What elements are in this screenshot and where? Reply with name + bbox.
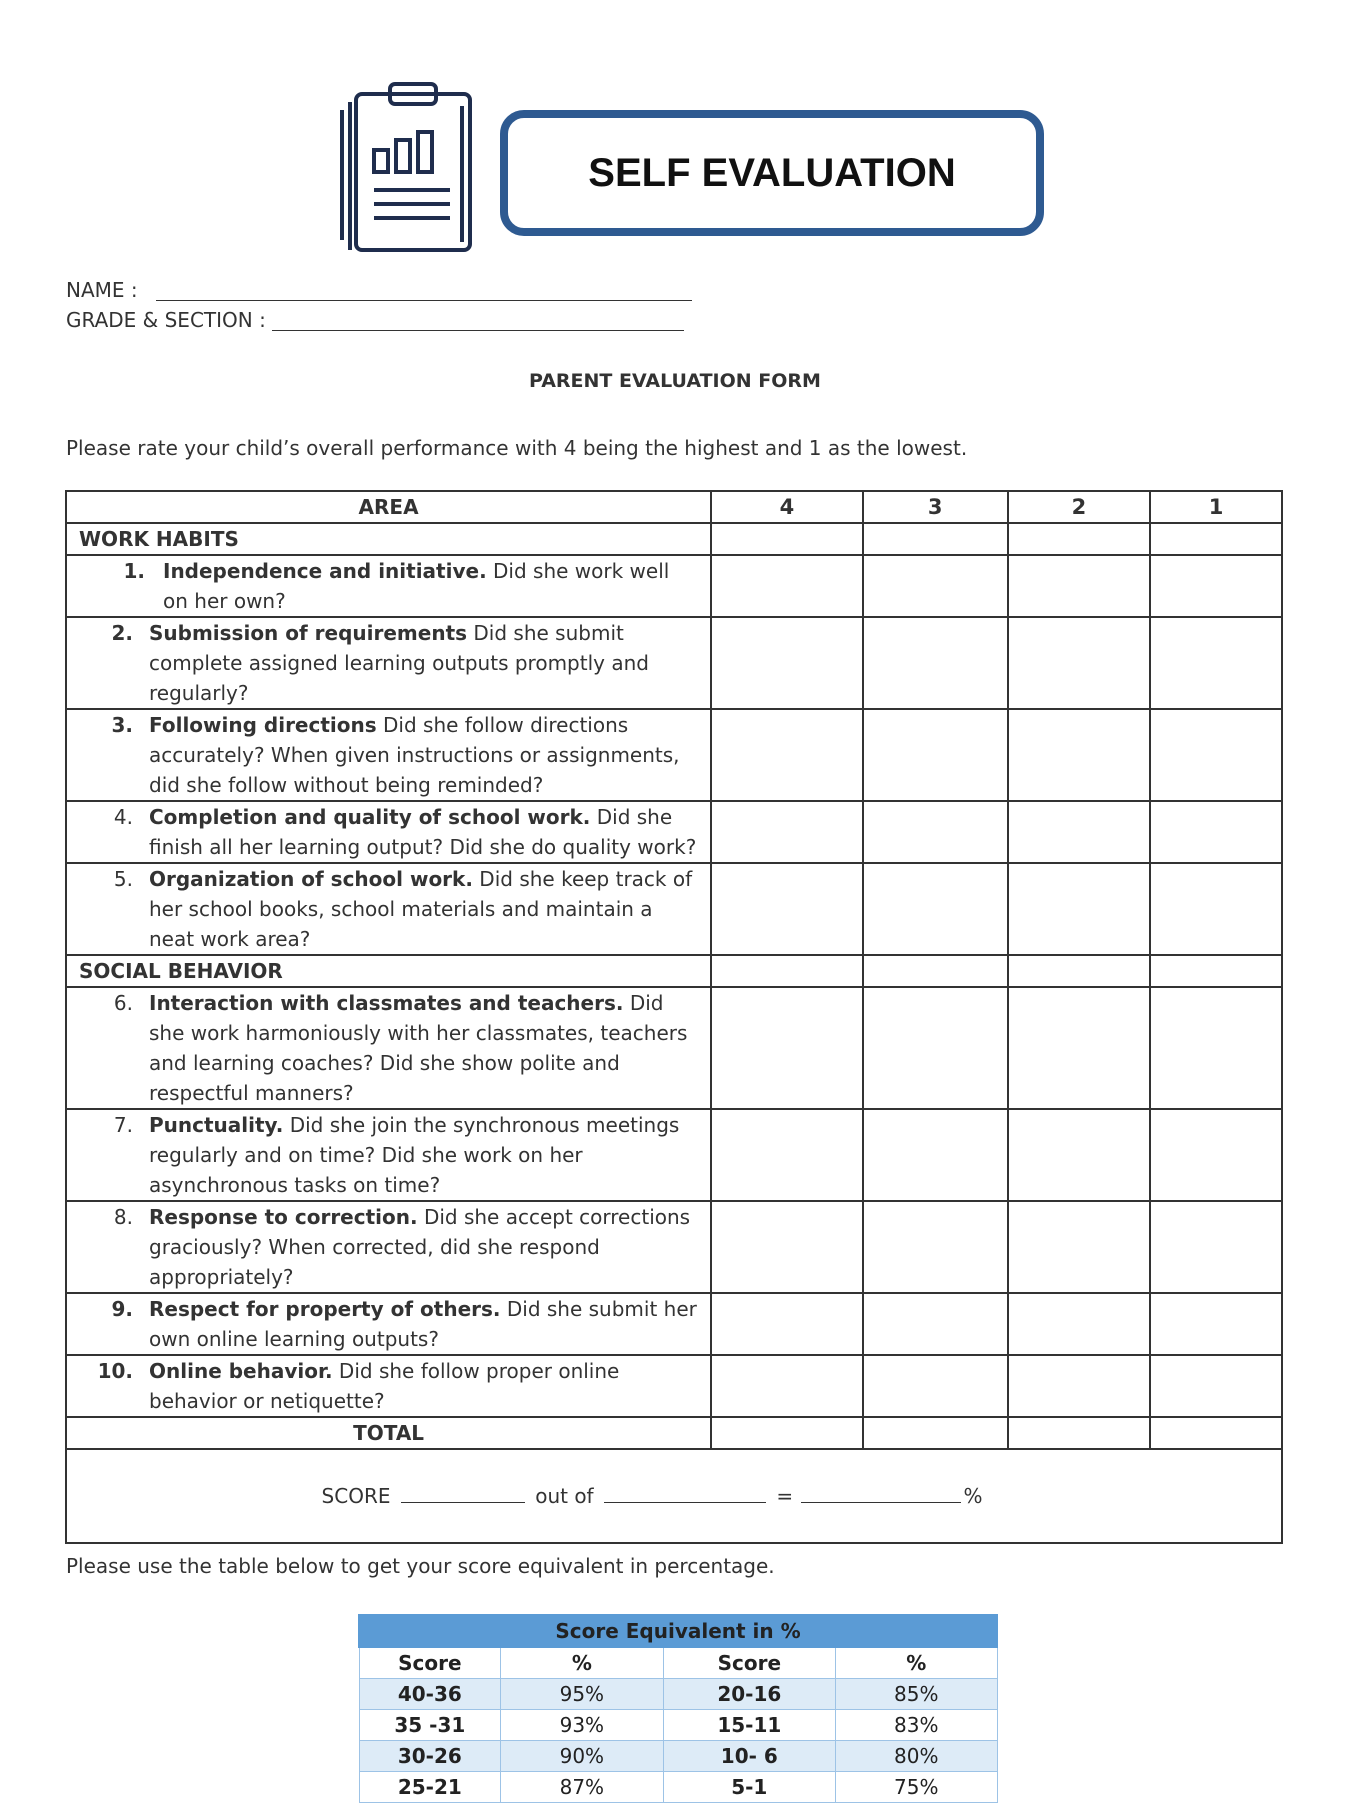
rating-cell[interactable]: [711, 801, 863, 863]
eq-percent: 87%: [501, 1772, 663, 1803]
item-number: 4.: [113, 805, 133, 829]
name-field[interactable]: [156, 278, 692, 301]
total-row: [66, 1417, 1282, 1449]
rating-cell[interactable]: [711, 1109, 863, 1201]
rating-cell[interactable]: [863, 955, 1008, 987]
table-row: [359, 1710, 997, 1741]
rating-cell[interactable]: [711, 1201, 863, 1293]
rating-cell[interactable]: [1150, 1201, 1282, 1293]
table-note: Please use the table below to get your score equivalent in percentage.: [66, 1554, 775, 1578]
eq-score: 30-26: [359, 1741, 501, 1772]
total-cell[interactable]: [1008, 1417, 1151, 1449]
score-blank[interactable]: [401, 1484, 525, 1503]
rating-cell[interactable]: [863, 1109, 1008, 1201]
eq-percent: 80%: [836, 1741, 997, 1772]
eq-score: 10- 6: [663, 1741, 835, 1772]
item-question: Did she work well on her own?: [163, 559, 670, 613]
eq-score: 25-21: [359, 1772, 501, 1803]
equals-sign: =: [776, 1484, 794, 1508]
rating-cell[interactable]: [863, 555, 1008, 617]
rating-cell[interactable]: [1008, 709, 1151, 801]
rating-cell[interactable]: [863, 1355, 1008, 1417]
table-row: [66, 1355, 1282, 1417]
section-title: SOCIAL BEHAVIOR: [66, 955, 711, 987]
rating-cell[interactable]: [863, 709, 1008, 801]
item-title: Organization of school work.: [149, 867, 473, 891]
score-row: [66, 1449, 1282, 1543]
percent-sign: %: [963, 1484, 983, 1508]
rating-cell[interactable]: [1150, 1355, 1282, 1417]
total-cell[interactable]: [1150, 1417, 1282, 1449]
rating-cell[interactable]: [863, 987, 1008, 1109]
total-label: TOTAL: [66, 1417, 711, 1449]
rating-cell[interactable]: [1008, 863, 1151, 955]
item-question: Did she work harmoniously with her classmates, teachers and learning coaches? Did she show polite and respectful manners?: [149, 991, 688, 1105]
table-row: [66, 863, 1282, 955]
rating-cell[interactable]: [1008, 1109, 1151, 1201]
equivalent-title: Score Equivalent in %: [359, 1615, 997, 1647]
item-number: 10.: [97, 1359, 133, 1383]
rating-cell[interactable]: [711, 1355, 863, 1417]
item-question: Did she follow proper online behavior or netiquette?: [149, 1359, 620, 1413]
table-row: [66, 987, 1282, 1109]
eq-percent: 83%: [836, 1710, 997, 1741]
rating-cell[interactable]: [1150, 709, 1282, 801]
table-row: [359, 1772, 997, 1803]
page-title: SELF EVALUATION: [500, 110, 1044, 236]
form-title: PARENT EVALUATION FORM: [529, 370, 821, 392]
rating-cell[interactable]: [711, 1293, 863, 1355]
eq-score: 5-1: [663, 1772, 835, 1803]
rating-cell[interactable]: [1008, 1201, 1151, 1293]
eq-percent: 95%: [501, 1679, 663, 1710]
score-equivalent-table: [358, 1614, 998, 1803]
name-label: NAME :: [66, 278, 138, 302]
total-cell[interactable]: [711, 1417, 863, 1449]
rating-cell[interactable]: [711, 955, 863, 987]
eq-percent: 93%: [501, 1710, 663, 1741]
rating-cell[interactable]: [1008, 555, 1151, 617]
column-header-area: AREA: [66, 491, 711, 523]
item-title: Online behavior.: [149, 1359, 333, 1383]
eq-score: 15-11: [663, 1710, 835, 1741]
eq-header-score: Score: [359, 1647, 501, 1679]
rating-cell[interactable]: [1150, 1109, 1282, 1201]
rating-cell[interactable]: [711, 555, 863, 617]
total-cell[interactable]: [863, 1417, 1008, 1449]
rating-cell[interactable]: [1150, 801, 1282, 863]
table-row: [66, 555, 1282, 617]
rating-cell[interactable]: [711, 987, 863, 1109]
item-title: Interaction with classmates and teachers.: [149, 991, 624, 1015]
instruction-text: Please rate your child’s overall performance with 4 being the highest and 1 as the lowest.: [66, 436, 968, 460]
rating-cell[interactable]: [863, 1201, 1008, 1293]
item-number: 5.: [113, 867, 133, 891]
eq-header-percent: %: [836, 1647, 997, 1679]
item-title: Punctuality.: [149, 1113, 284, 1137]
eq-percent: 85%: [836, 1679, 997, 1710]
column-header-4: 4: [711, 491, 863, 523]
item-title: Respect for property of others.: [149, 1297, 501, 1321]
item-number: 3.: [111, 713, 133, 737]
rating-cell[interactable]: [1150, 523, 1282, 555]
score-label: SCORE: [321, 1484, 391, 1508]
rating-cell[interactable]: [1008, 1293, 1151, 1355]
rating-cell[interactable]: [711, 617, 863, 709]
item-title: Response to correction.: [149, 1205, 418, 1229]
column-header-2: 2: [1008, 491, 1151, 523]
item-question: Did she submit her own online learning outputs?: [149, 1297, 697, 1351]
item-title: Completion and quality of school work.: [149, 805, 591, 829]
eq-percent: 75%: [836, 1772, 997, 1803]
score-line: [66, 1449, 1282, 1543]
rating-cell[interactable]: [1008, 523, 1151, 555]
table-header-row: [66, 491, 1282, 523]
item-question: Did she join the synchronous meetings regularly and on time? Did she work on her asynchronous tasks on time?: [149, 1113, 680, 1197]
rating-cell[interactable]: [1150, 987, 1282, 1109]
rating-cell[interactable]: [863, 617, 1008, 709]
eq-score: 20-16: [663, 1679, 835, 1710]
out-of-blank[interactable]: [604, 1484, 766, 1503]
rating-cell[interactable]: [1150, 617, 1282, 709]
table-row: [66, 1201, 1282, 1293]
item-question: Did she follow directions accurately? When given instructions or assignments, did she follow without being reminded?: [149, 713, 680, 797]
item-question: Did she finish all her learning output? Did she do quality work?: [149, 805, 697, 859]
section-row: [66, 955, 1282, 987]
item-number: 2.: [111, 621, 133, 645]
equivalent-title-row: [359, 1615, 997, 1647]
item-question: Did she submit complete assigned learning outputs promptly and regularly?: [149, 621, 649, 705]
table-row: [66, 801, 1282, 863]
rating-cell[interactable]: [1008, 617, 1151, 709]
rating-cell[interactable]: [863, 523, 1008, 555]
rating-cell[interactable]: [711, 709, 863, 801]
rating-cell[interactable]: [863, 863, 1008, 955]
section-title: WORK HABITS: [66, 523, 711, 555]
item-number: 8.: [113, 1205, 133, 1229]
rating-cell[interactable]: [1150, 955, 1282, 987]
item-title: Following directions: [149, 713, 377, 737]
item-number: 1.: [123, 559, 145, 583]
column-header-3: 3: [863, 491, 1008, 523]
table-row: [359, 1741, 997, 1772]
grade-section-label: GRADE & SECTION :: [66, 308, 266, 332]
equivalent-header-row: [359, 1647, 997, 1679]
table-row: [359, 1679, 997, 1710]
eq-percent: 90%: [501, 1741, 663, 1772]
rating-cell[interactable]: [1150, 863, 1282, 955]
out-of-label: out of: [535, 1484, 594, 1508]
eq-header-score: Score: [663, 1647, 835, 1679]
table-row: [66, 617, 1282, 709]
item-question: Did she keep track of her school books, school materials and maintain a neat work area?: [149, 867, 693, 951]
rating-cell[interactable]: [1008, 801, 1151, 863]
rating-cell[interactable]: [1008, 987, 1151, 1109]
section-row: [66, 523, 1282, 555]
clipboard-chart-icon: [338, 80, 478, 260]
column-header-1: 1: [1150, 491, 1282, 523]
item-question: Did she accept corrections graciously? When corrected, did she respond appropriately?: [149, 1205, 691, 1289]
percent-blank[interactable]: [801, 1484, 961, 1503]
item-title: Submission of requirements: [149, 621, 468, 645]
table-row: [66, 709, 1282, 801]
item-number: 9.: [111, 1297, 133, 1321]
table-row: [66, 1293, 1282, 1355]
rating-cell[interactable]: [1150, 555, 1282, 617]
rating-cell[interactable]: [863, 1293, 1008, 1355]
eq-header-percent: %: [501, 1647, 663, 1679]
item-number: 6.: [113, 991, 133, 1015]
eq-score: 35 -31: [359, 1710, 501, 1741]
table-row: [66, 1109, 1282, 1201]
rating-cell[interactable]: [711, 523, 863, 555]
item-number: 7.: [113, 1113, 133, 1137]
grade-section-field[interactable]: [272, 308, 684, 331]
eq-score: 40-36: [359, 1679, 501, 1710]
evaluation-table: [65, 490, 1283, 1544]
item-title: Independence and initiative.: [163, 559, 487, 583]
rating-cell[interactable]: [1150, 1293, 1282, 1355]
rating-cell[interactable]: [1008, 1355, 1151, 1417]
rating-cell[interactable]: [863, 801, 1008, 863]
rating-cell[interactable]: [711, 863, 863, 955]
rating-cell[interactable]: [1008, 955, 1151, 987]
